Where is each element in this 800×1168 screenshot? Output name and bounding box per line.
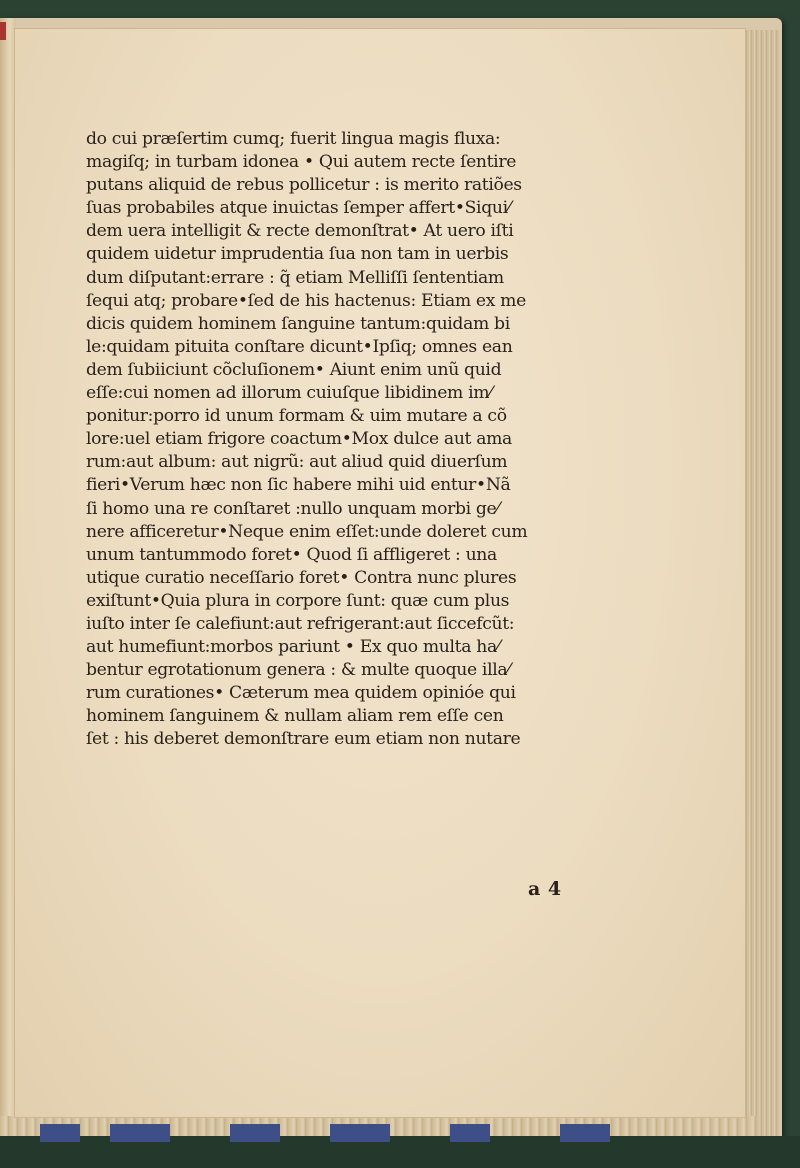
text-line: utique curatio neceſſario foret• Contra nunc plures: [86, 567, 517, 588]
text-line: ſet : his deberet demonſtrare eum etiam non nutare: [86, 729, 521, 750]
text-line: do cui præſertim cumq; fuerit lingua magis fluxa:: [86, 129, 501, 149]
text-line: ſuas probabiles atque inuictas ſemper affert•Siqui⁄: [86, 198, 511, 219]
text-line: ſequi atq; probare•ſed de his hactenus: Etiam ex me: [86, 290, 526, 311]
cover-fragment: [110, 1124, 170, 1142]
text-line: ſi homo una re conſtaret :nullo unquam morbi ge⁄: [86, 498, 499, 519]
text-line: nere afficeretur•Neque enim eſſet:unde doleret cum: [86, 521, 528, 542]
text-line: fieri•Verum hæc non ſic habere mihi uid entur•Nã: [86, 475, 511, 496]
text-line: magiſq; in turbam idonea • Qui autem recte ſentire: [86, 152, 517, 173]
text-line: dum diſputant:errare : q̃ etiam Melliſſi ſententiam: [86, 267, 504, 288]
cover-fragment: [40, 1124, 80, 1142]
signature-mark: a 4: [528, 878, 562, 900]
text-line: lore:uel etiam frigore coactum•Mox dulce aut ama: [86, 429, 512, 450]
text-line: iuſto inter ſe calefiunt:aut refrigerant:aut ſiccefcũt:: [86, 613, 515, 634]
text-line: putans aliquid de rebus pollicetur : is merito ratiões: [86, 175, 522, 196]
text-line: dem uera intelligit & recte demonſtrat• At uero iſti: [86, 221, 514, 242]
text-line: rum:aut album: aut nigrũ: aut aliud quid diuerſum: [86, 452, 508, 473]
binding-red-mark: [0, 22, 6, 40]
text-block: [86, 128, 566, 752]
text-line: le:quidam pituita conſtare dicunt•Ipſiq; omnes ean: [86, 336, 513, 357]
text-line: bentur egrotationum genera : & multe quoque illa⁄: [86, 660, 510, 681]
cover-fragment: [560, 1124, 610, 1142]
page-edges: [742, 30, 779, 1138]
text-line: rum curationes• Cæterum mea quidem opinióe qui: [86, 683, 516, 704]
cover-fragment: [230, 1124, 280, 1142]
text-line: aut humefiunt:morbos pariunt • Ex quo multa ha⁄: [86, 637, 500, 658]
text-line: eſſe:cui nomen ad illorum cuiuſque libidinem im⁄: [86, 383, 492, 404]
text-line: hominem ſanguinem & nullam aliam rem eſſe cen: [86, 706, 504, 727]
text-line: quidem uidetur imprudentia ſua non tam in uerbis: [86, 244, 509, 265]
text-line: dicis quidem hominem ſanguine tantum:quidam bi: [86, 313, 510, 334]
text-line: ponitur:porro id unum formam & uim mutare a cõ: [86, 406, 507, 427]
cover-fragment: [330, 1124, 390, 1142]
text-line: unum tantummodo foret• Quod ſi affligeret : una: [86, 544, 497, 565]
text-line: dem ſubiiciunt cõcluſionem• Aiunt enim unũ quid: [86, 359, 502, 380]
text-line: exiſtunt•Quia plura in corpore ſunt: quæ cum plus: [86, 590, 510, 611]
cover-fragment: [450, 1124, 490, 1142]
